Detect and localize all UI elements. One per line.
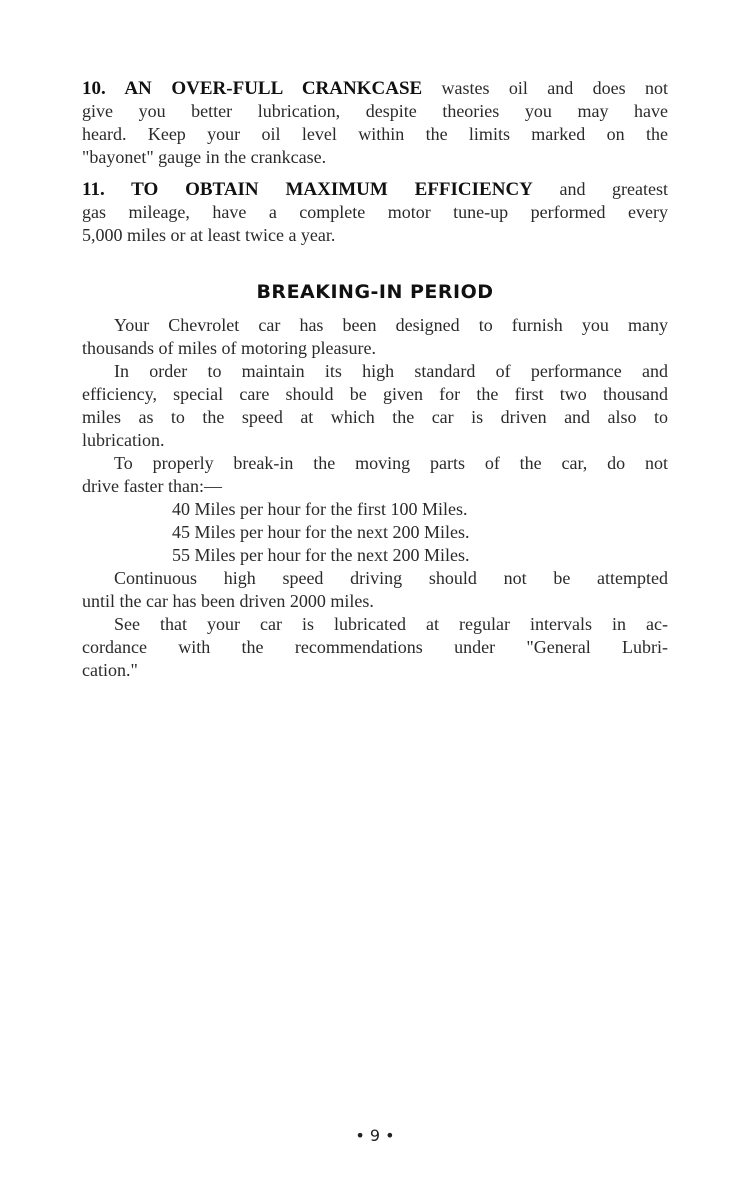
item-11-line	[82, 178, 668, 201]
item-10-line	[82, 77, 668, 100]
paragraph-line: until the car has been driven 2000 miles.	[82, 591, 374, 611]
item-11-lead: 11. TO OBTAIN MAXIMUM EFFICIENCY	[82, 179, 533, 200]
paragraph-line: cation."	[82, 660, 138, 680]
paragraph-line: See that your car is lubricated at regular intervals in ac-	[114, 614, 668, 634]
paragraph-line: To properly break-in the moving parts of the car, do not	[114, 453, 668, 473]
speed-limit-line: 40 Miles per hour for the first 100 Miles.	[172, 499, 468, 519]
speed-limit-line: 45 Miles per hour for the next 200 Miles.	[172, 522, 470, 542]
paragraph-line: efficiency, special care should be given for the first two thousand	[82, 384, 668, 404]
item-10	[82, 77, 668, 169]
paragraph-line: miles as to the speed at which the car is driven and also to	[82, 407, 668, 427]
paragraph-line: lubrication.	[82, 430, 165, 450]
paragraph-line: drive faster than:—	[82, 476, 222, 496]
item-10-line: "bayonet" gauge in the crankcase.	[82, 147, 327, 167]
item-10-line: heard. Keep your oil level within the limits marked on the	[82, 124, 668, 144]
paragraph-line: In order to maintain its high standard of performance and	[114, 361, 668, 381]
item-10-line: give you better lubrication, despite theories you may have	[82, 101, 668, 121]
paragraph-line: Continuous high speed driving should not be attempted	[114, 568, 668, 588]
breaking-in-body	[82, 314, 668, 682]
paragraph-line: cordance with the recommendations under "General Lubri-	[82, 637, 668, 657]
paragraph-line: thousands of miles of motoring pleasure.	[82, 338, 376, 358]
speed-limit-line: 55 Miles per hour for the next 200 Miles.	[172, 545, 470, 565]
item-11-text: and greatest	[532, 179, 668, 199]
item-11-line: gas mileage, have a complete motor tune-up performed every	[82, 202, 668, 222]
item-11-line: 5,000 miles or at least twice a year.	[82, 225, 336, 245]
item-10-lead: 10. AN OVER-FULL CRANKCASE	[82, 78, 423, 99]
page-number: • 9 •	[355, 1126, 395, 1145]
item-10-text: wastes oil and does not	[422, 78, 668, 98]
paragraph-line: Your Chevrolet car has been designed to furnish you many	[114, 315, 668, 335]
section-heading: BREAKING-IN PERIOD	[256, 281, 494, 303]
item-11	[82, 178, 668, 247]
